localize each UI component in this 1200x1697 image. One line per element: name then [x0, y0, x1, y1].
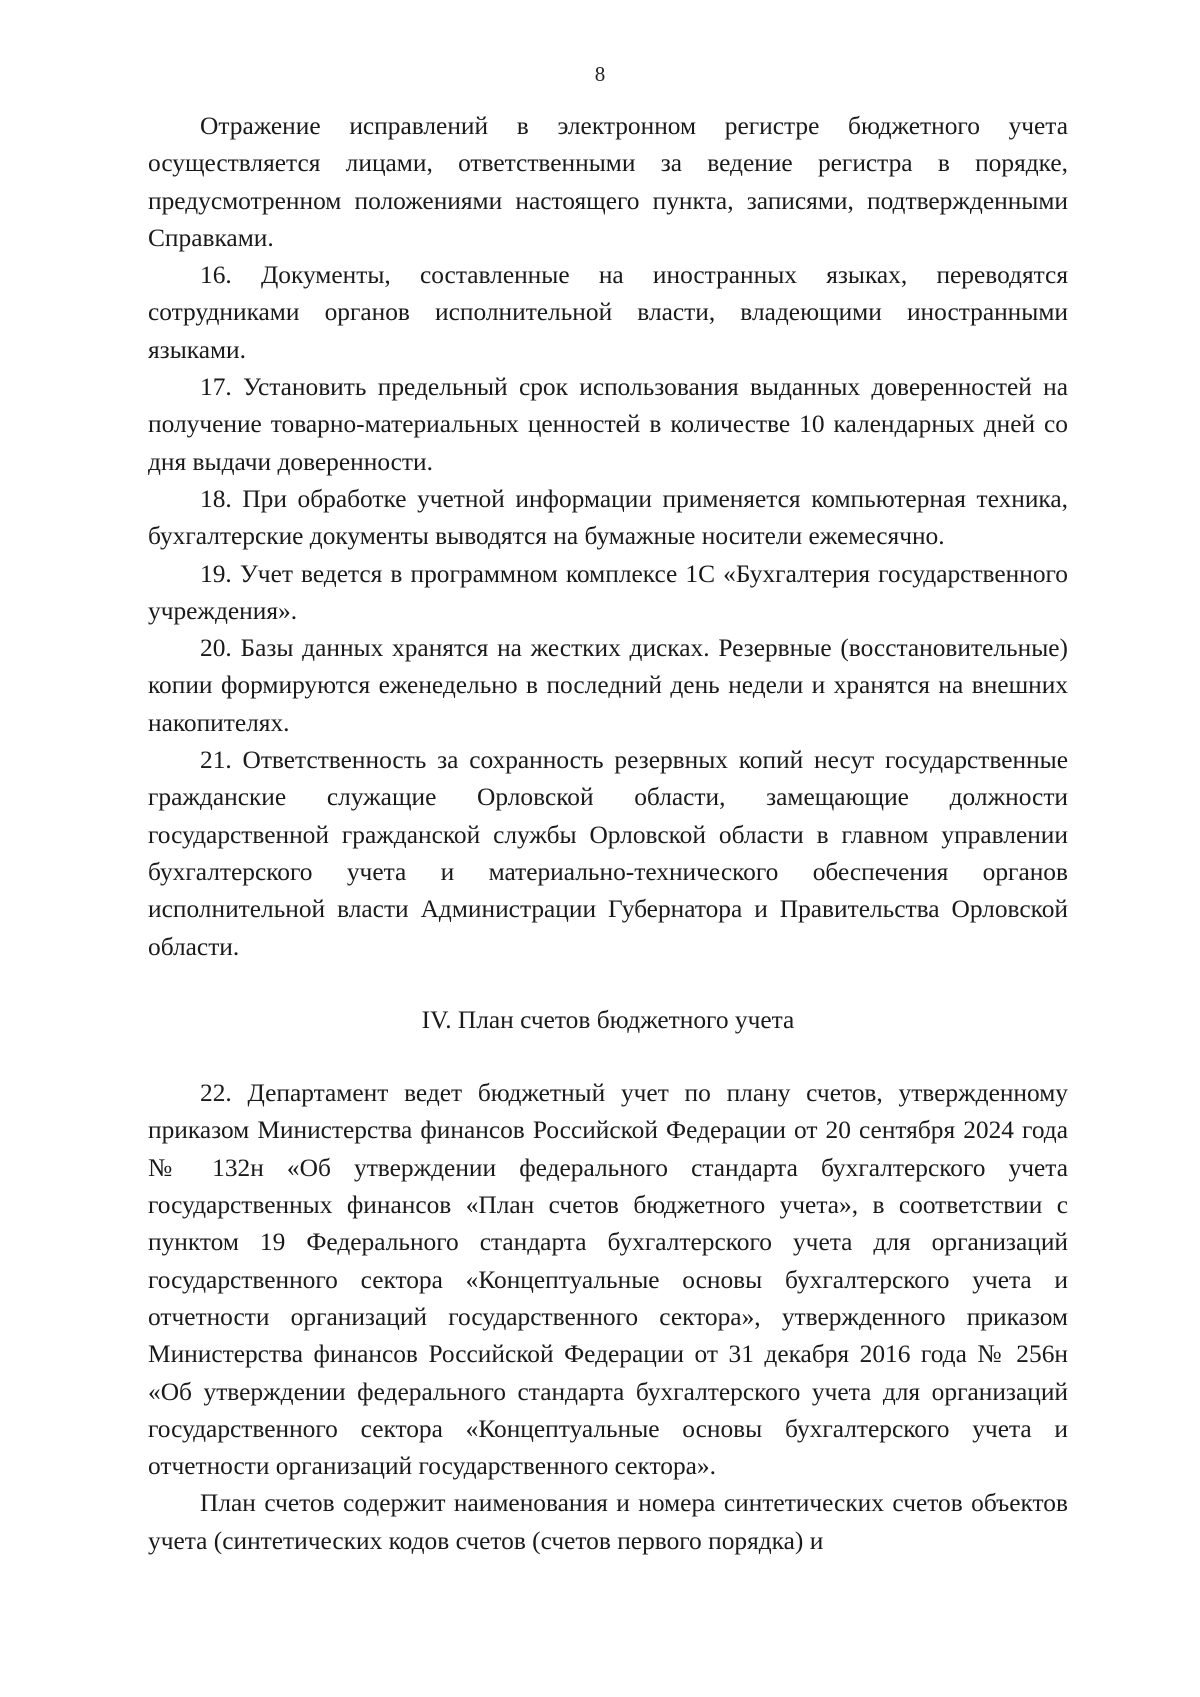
- paragraph-18: 18. При обработке учетной информации применяется компьютерная техника, бухгалтерские документы выводятся на бумажные носители ежемесячно.: [148, 484, 1068, 551]
- paragraph-21: 21. Ответственность за сохранность резервных копий несут государственные гражданские служащие Орловской области, замещающие должности государственной гражданской службы Орловской области в главном управлении бухгалтерского учета и материально-технического обеспечения органов исполнительной власти Администрации Губернатора и Правительства Орловской области.: [148, 746, 1068, 961]
- paragraph-17: 17. Установить предельный срок использования выданных доверенностей на получение товарно-материальных ценностей в количестве 10 календарных дней со дня выдачи доверенности.: [148, 373, 1068, 476]
- paragraph-corrections: Отражение исправлений в электронном регистре бюджетного учета осуществляется лицами, ответственными за ведение регистра в порядке, предусмотренном положениями настоящего пункта, записями, подтвержденными Справками.: [148, 112, 1068, 252]
- page-number: 8: [594, 62, 606, 86]
- paragraph-16: 16. Документы, составленные на иностранных языках, переводятся сотрудниками органов исполнительной власти, владеющими иностранными языками.: [148, 261, 1068, 364]
- paragraph-20: 20. Базы данных хранятся на жестких дисках. Резервные (восстановительные) копии формируются еженедельно в последний день недели и хранятся на внешних накопителях.: [148, 634, 1068, 737]
- section-heading: IV. План счетов бюджетного учета: [421, 1005, 795, 1034]
- paragraph-19: 19. Учет ведется в программном комплексе 1С «Бухгалтерия государственного учреждения».: [148, 559, 1068, 625]
- document-body: [148, 108, 1068, 1560]
- paragraph-chart-of-accounts: План счетов содержит наименования и номера синтетических счетов объектов учета (синтетических кодов счетов (счетов первого порядка) и: [148, 1489, 1068, 1555]
- paragraph-22: 22. Департамент ведет бюджетный учет по плану счетов, утвержденному приказом Министерства финансов Российской Федерации от 20 сентября 2024 года № 132н «Об утверждении федерального стандарта бухгалтерского учета государственных финансов «План счетов бюджетного учета», в соответствии с пунктом 19 Федерального стандарта бухгалтерского учета для организаций государственного сектора «Концептуальные основы бухгалтерского учета и отчетности организаций государственного сектора», утвержденного приказом Министерства финансов Российской Федерации от 31 декабря 2016 года № 256н «Об утверждении федерального стандарта бухгалтерского учета для организаций государственного сектора «Концептуальные основы бухгалтерского учета и отчетности организаций государственного сектора».: [148, 1079, 1068, 1481]
